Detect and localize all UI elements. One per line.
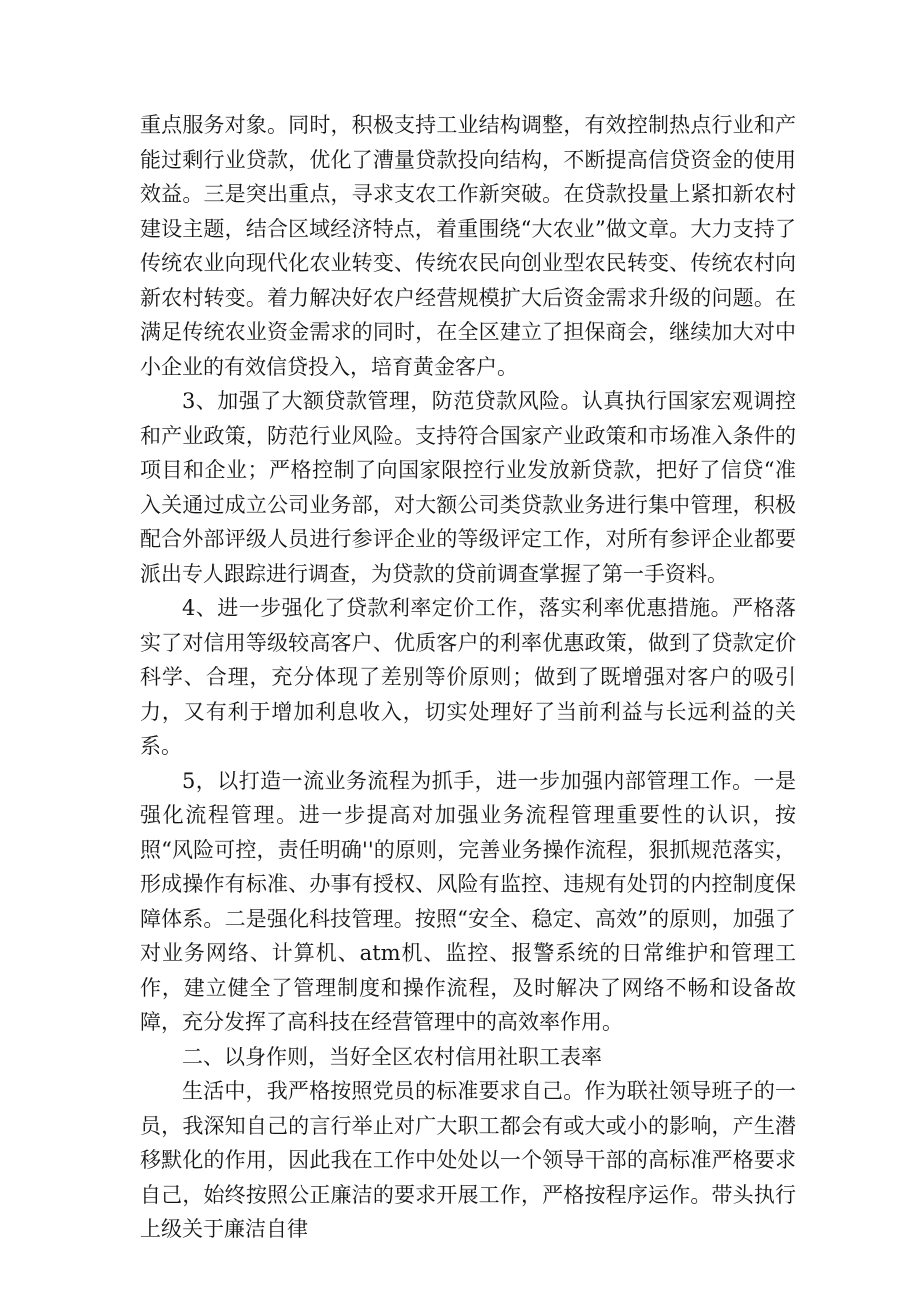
paragraph-item-5: 5，以打造一流业务流程为抓手，进一步加强内部管理工作。一是强化流程管理。进一步提高对加强业务流程管理重要性的认识，按照“风险可控，责任明确''的原则，完善业务操作流程，狠抓规范落实，形成操作有标准、办事有授权、风险有监控、违规有处罚的内控制度保障体系。二是强化科技管理。按照“安全、稳定、高效”的原则，加强了对业务网络、计算机、atm机、监控、报警系统的日常维护和管理工作，建立健全了管理制度和操作流程，及时解决了网络不畅和设备故障，充分发挥了高科技在经营管理中的高效率作用。 [140, 768, 796, 1034]
paragraph-item-3: 3、加强了大额贷款管理，防范贷款风险。认真执行国家宏观调控和产业政策，防范行业风险。支持符合国家产业政策和市场准入条件的项目和企业；严格控制了向国家限控行业发放新贷款，把好了信贷“准入关通过成立公司业务部，对大额公司类贷款业务进行集中管理，积极配合外部评级人员进行参评企业的等级评定工作，对所有参评企业都要派出专人跟踪进行调查，为贷款的贷前调查掌握了第一手资料。 [140, 389, 796, 586]
section-heading-2: 二、以身作则，当好全区农村信用社职工表率 [182, 1044, 602, 1069]
paragraph-continuation: 重点服务对象。同时，积极支持工业结构调整，有效控制热点行业和产能过剩行业贷款，优化了漕量贷款投向结构，不断提高信贷资金的使用效益。三是突出重点，寻求支农工作新突破。在贷款投量上紧扣新农村建设主题，结合区域经济特点，着重围绕“大农业”做文章。大力支持了传统农业向现代化农业转变、传统农民向创业型农民转变、传统农村向新农村转变。着力解决好农户经营规模扩大后资金需求升级的问题。在满足传统农业资金需求的同时，在全区建立了担保商会，继续加大对中小企业的有效信贷投入，培育黄金客户。 [140, 113, 796, 379]
paragraph-item-4: 4、进一步强化了贷款利率定价工作，落实利率优惠措施。严格落实了对信用等级较高客户、优质客户的利率优惠政策，做到了贷款定价科学、合理，充分体现了差别等价原则；做到了既增强对客户的吸引力，又有利于增加利息收入，切实处理好了当前利益与长远利益的关系。 [140, 596, 796, 758]
document-body [140, 108, 796, 1247]
paragraph-life: 生活中，我严格按照党员的标准要求自己。作为联社领导班子的一员，我深知自己的言行举止对广大职工都会有或大或小的影响，产生潜移默化的作用，因此我在工作中处处以一个领导干部的高标准严格要求自己，始终按照公正廉洁的要求开展工作，严格按程序运作。带头执行上级关于廉洁自律 [140, 1079, 796, 1241]
